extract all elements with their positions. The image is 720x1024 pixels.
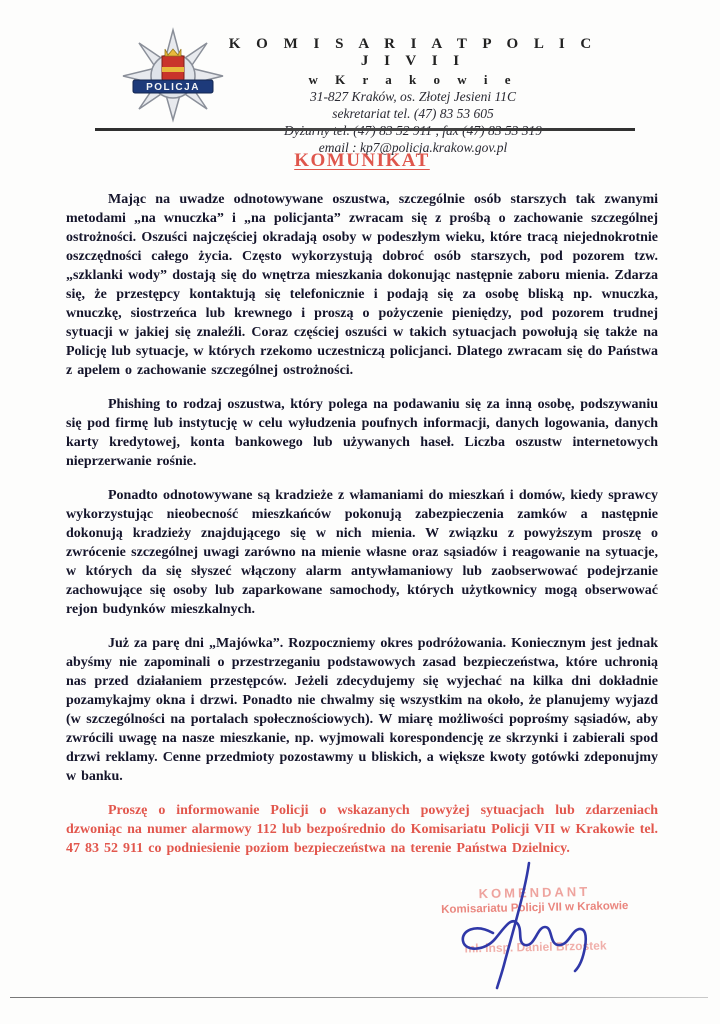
paragraph-alert-contact: Proszę o informowanie Policji o wskazanych powyżej sytuacjach lub zdarzeniach dzwoniąc na numer alarmowy 112 lub bezpośrednio do Komisariatu Policji VII w Krakowie tel. 47 83 52 911 co podniesienie poziom bezpieczeństwa na terenie Państwa Dzielnicy.: [66, 803, 658, 856]
letterhead: [218, 36, 608, 156]
org-secretariat-phone: sekretariat tel. (47) 83 53 605: [332, 106, 494, 121]
paragraph-burglaries: Ponadto odnotowywane są kradzieże z włamaniami do mieszkań i domów, kiedy sprawcy wykorzystując nieobecność mieszkańców pokonują zabezpieczenia zamków a następnie dokonują kradzieży znajdującego się w nich mienia. W związku z powyższym proszę o zwrócenie szczególnej uwagi zarówno na mienie własne oraz sąsiadów i reagowanie na sytuacje, w których da się słyszeć włączony alarm antywłamaniowy lub zaobserwować podejrzanie zachowujące się osoby lub zaparkowane samochody, których użytkownicy mogą obserwować rejon budynków mieszkalnych.: [66, 488, 658, 617]
footer-scan-line: [10, 997, 708, 998]
org-address: 31-827 Kraków, os. Złotej Jesieni 11C: [309, 89, 517, 104]
logo-banner-text: POLICJA: [146, 82, 200, 93]
stamp-unit: Komisariatu Policji VII w Krakowie: [441, 900, 629, 916]
paragraph-scams-elderly: Mając na uwadze odnotowywane oszustwa, szczególnie osób starszych tak zwanymi metodami „na wnuczka” i „na policjanta” zwracam się z prośbą o zachowanie szczególnej ostrożności. Oszuści najczęściej okradają osoby w podeszłym wieku, które tracą niejednokrotnie oszczędności całego życia. Często wykorzystują dobroć osób starszych, pod pozorem tzw. „szklanki wody” dostają się do wnętrza mieszkania dokonując następnie zaboru mienia. Zdarza się, że przestępcy kontaktują się telefonicznie i podają się za osobę bliską np. wnuczka, wnuczkę, siostrzeńca lub krewnego i proszą o pożyczenie pieniędzy, pod pozorem trudnej sytuacji w jakiej się znaleźli. Coraz częściej oszuści w takich sytuacjach powołują się także na Policję lub sytuacje, w których rzekomo uczestniczą policjanci. Dlatego zwracam się do Państwa z apelem o zachowanie szczególnej ostrożności.: [66, 192, 658, 378]
org-email: email : kp7@policja.krakow.gov.pl: [318, 140, 508, 155]
handwritten-signature: [433, 861, 623, 991]
stamp-title: KOMENDANT: [478, 883, 591, 902]
signature-block: [66, 873, 658, 988]
org-city: w K r a k o w i e: [308, 72, 518, 87]
document-body: [66, 150, 658, 988]
header-rule: [95, 128, 635, 131]
stamp-name: mł. insp. Daniel Brzostek: [464, 938, 607, 956]
org-name: K O M I S A R I A T P O L I C J I V I I: [228, 36, 598, 69]
police-badge-icon: [118, 24, 228, 124]
document-title: KOMUNIKAT: [294, 150, 430, 171]
paragraph-majowka-travel: Już za parę dni „Majówka”. Rozpoczniemy okres podróżowania. Koniecznym jest jednak abyśmy nie zapominali o przestrzeganiu podstawowych zasad bezpieczeństwa, które uchronią nas przed działaniem przestępców. Jeżeli zdecydujemy się wyjechać na kilka dni dokładnie pozamykajmy okna i drzwi. Ponadto nie chwalmy się wszystkim na około, że planujemy wyjazd (w szczególności na portalach społecznościowych). W miarę możliwości poprośmy sąsiadów, aby zwrócili uwagę na nasze mieszkanie, np. wyjmowali korespondencję ze skrzynki i zabierali spod drzwi reklamy. Cenne przedmioty pozostawmy u bliskich, a większe kwoty gotówki zdeponujmy w banku.: [66, 636, 658, 784]
paragraph-phishing: Phishing to rodzaj oszustwa, który polega na podawaniu się za inną osobę, podszywaniu się pod firmę lub instytucję w celu wyłudzenia poufnych informacji, danych logowania, danych karty kredytowej, konta bankowego lub używanych haseł. Liczba oszustw internetowych nieprzerwanie rośnie.: [66, 397, 658, 469]
